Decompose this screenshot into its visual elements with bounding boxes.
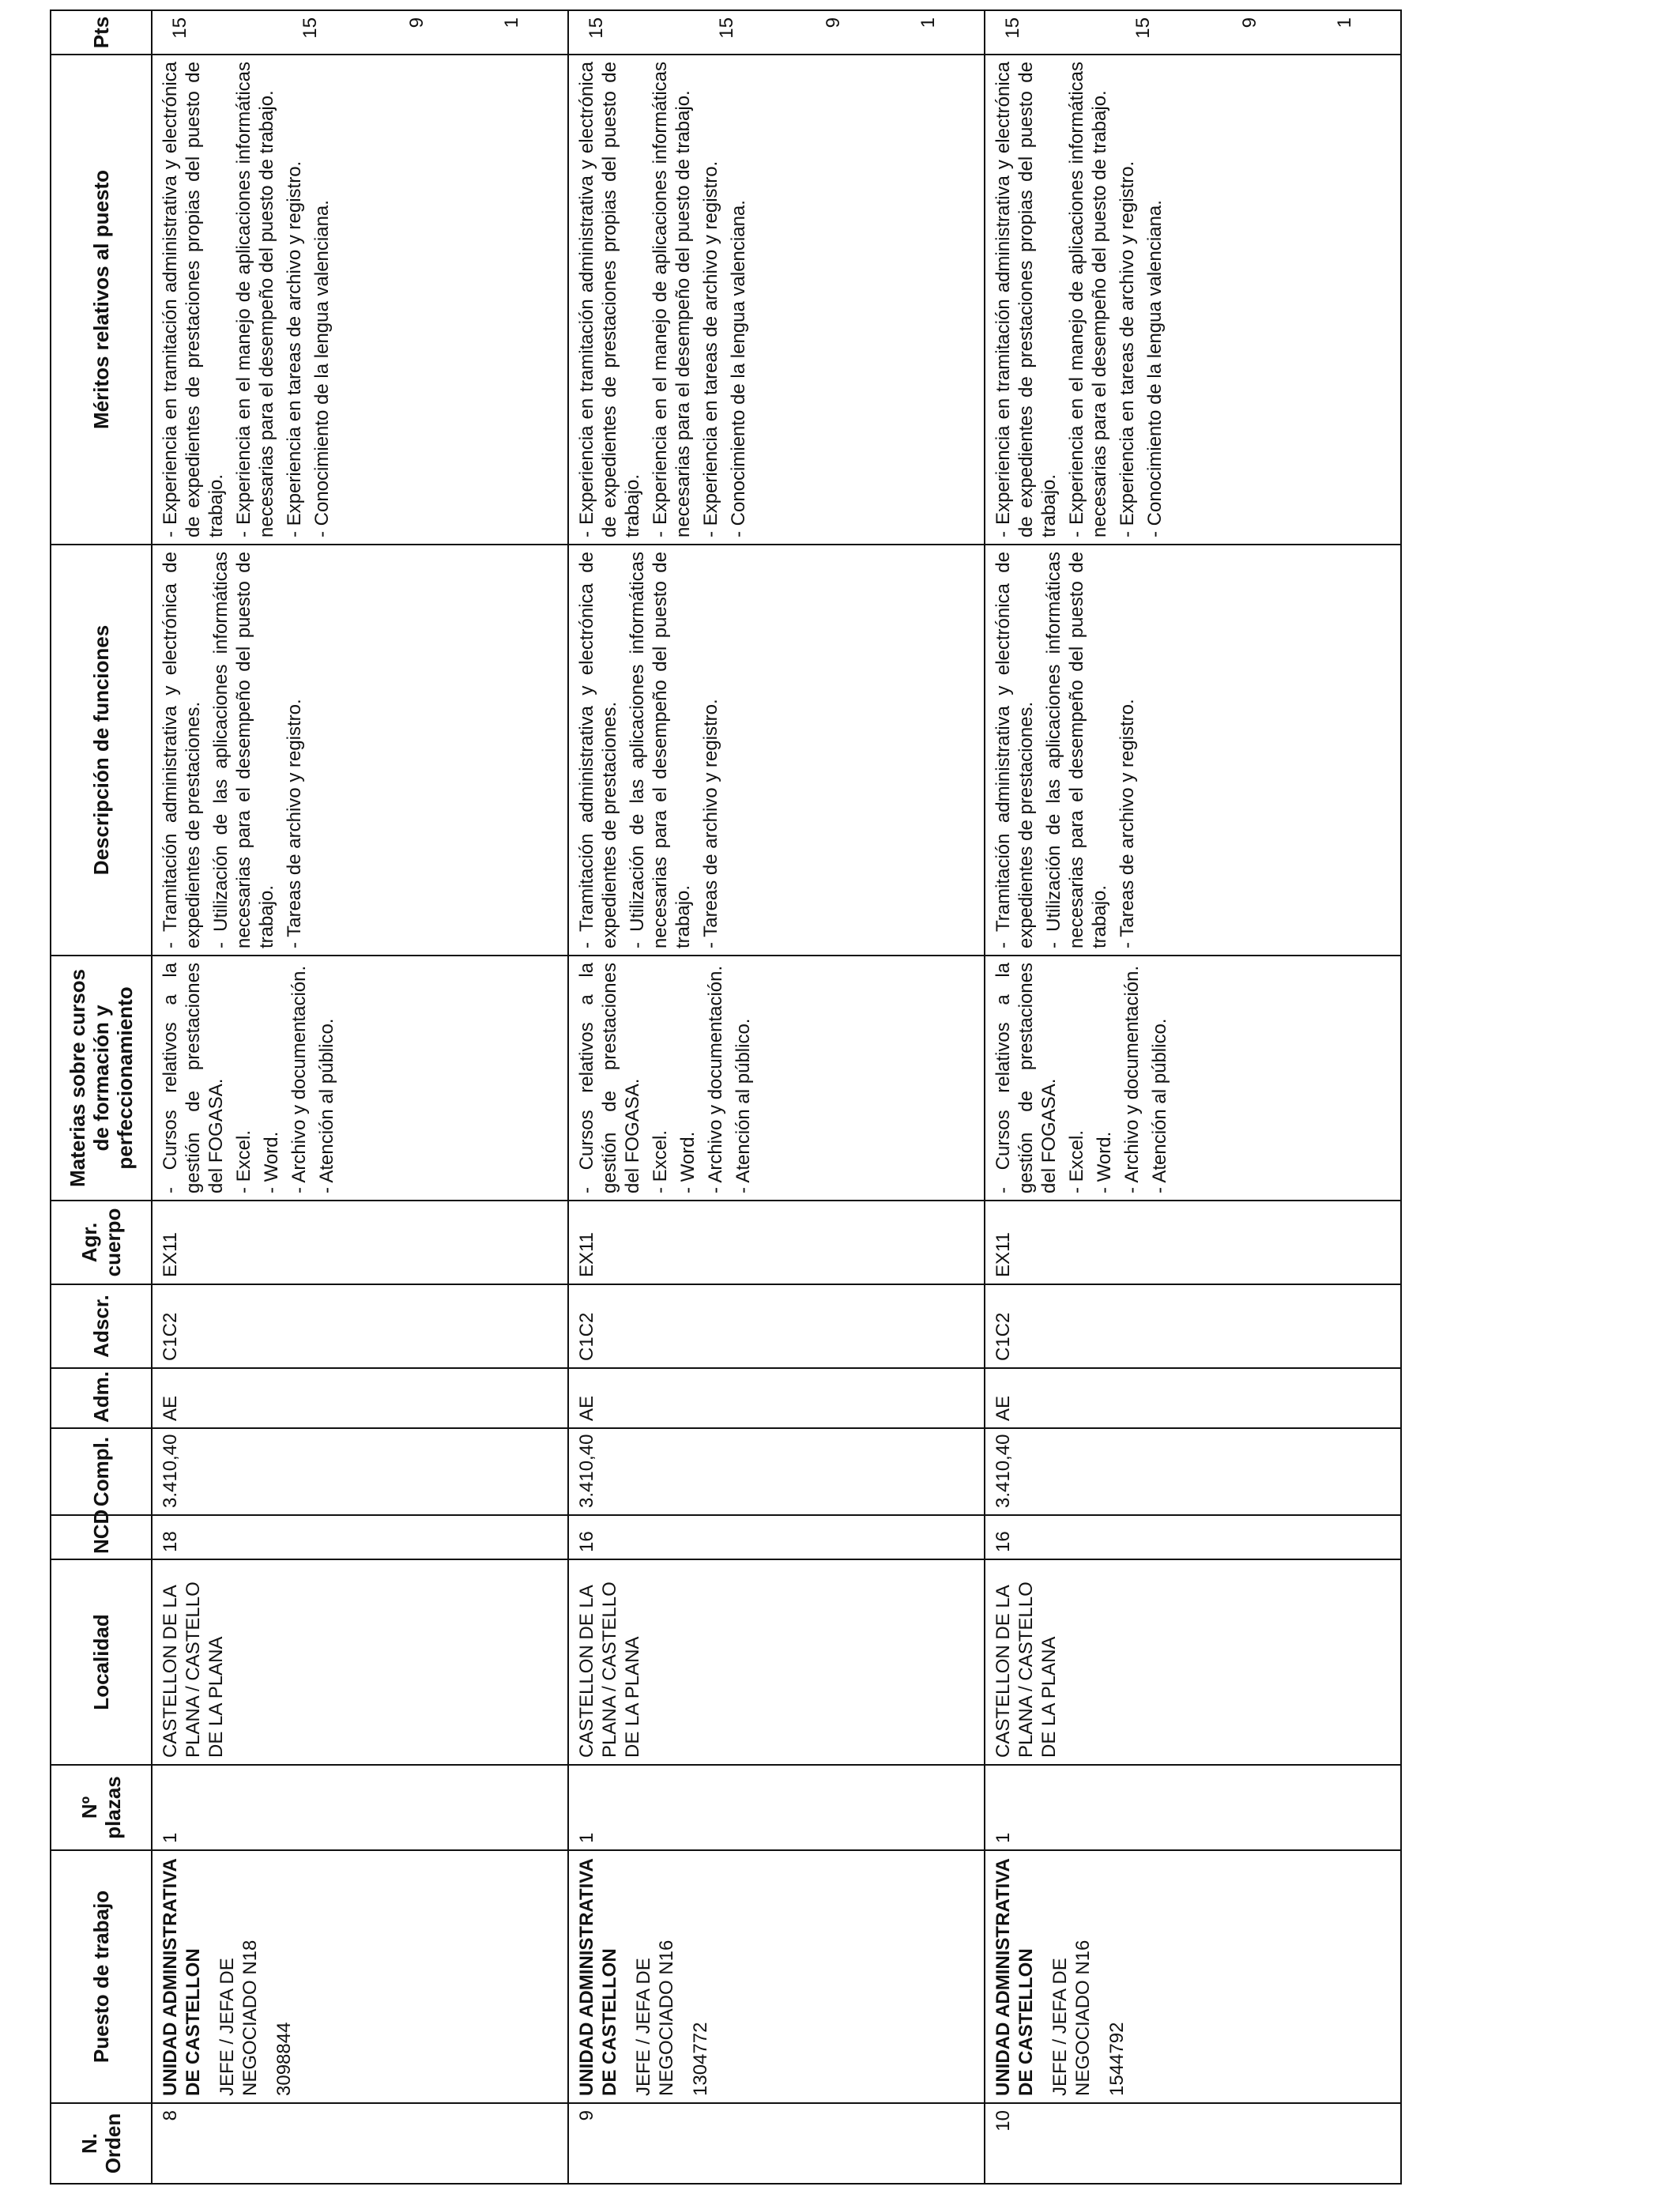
header-orden: N. Orden	[51, 2103, 152, 2184]
ncd-cell	[152, 1515, 568, 1559]
materias-item: - Archivo y documentación.	[288, 965, 310, 1193]
table-body	[152, 10, 1401, 2184]
pts-value: 1	[501, 17, 522, 28]
materias-item: - Word.	[1094, 1131, 1115, 1193]
materias-item: - Atención al público.	[1149, 1018, 1170, 1193]
pts-cell	[152, 10, 568, 55]
localidad-cell	[985, 1559, 1401, 1765]
ncd-value: 18	[160, 1531, 181, 1552]
funciones-item: - Tareas de archivo y registro.	[284, 699, 305, 948]
position-code: 1544792	[1106, 2022, 1128, 2096]
materias-item: - Excel.	[233, 1129, 254, 1193]
header-plazas: Nº plazas	[51, 1765, 152, 1850]
meritos-item: - Experiencia en tramitación administrativa y electrónica de expedientes de prestaciones propias del puesto de trabajo.	[160, 62, 227, 537]
plazas-cell	[568, 1765, 985, 1850]
role-title: JEFE / JEFA DE NEGOCIADO N16	[1049, 1940, 1094, 2096]
adscr-cell	[152, 1284, 568, 1368]
header-pts: Pts	[51, 10, 152, 55]
adm-cell	[985, 1368, 1401, 1428]
materias-item: - Atención al público.	[733, 1018, 754, 1193]
meritos-cell	[985, 55, 1401, 545]
materias-item: - Atención al público.	[316, 1018, 337, 1193]
pts-value: 15	[299, 17, 321, 39]
funciones-item: - Tramitación administrativa y electrónica de expedientes de prestaciones.	[160, 552, 204, 948]
header-compl: Compl.	[51, 1428, 152, 1515]
plazas-value: 1	[576, 1832, 597, 1843]
table-row	[568, 10, 985, 2184]
header-adscr: Adscr.	[51, 1284, 152, 1368]
materias-item: - Word.	[261, 1131, 282, 1193]
meritos-cell	[568, 55, 985, 545]
puesto-cell	[568, 1850, 985, 2103]
localidad-value: CASTELLON DE LA PLANA / CASTELLO DE LA PLANA	[160, 1581, 227, 1758]
funciones-item: - Utilización de las aplicaciones informáticas necesarias para el desempeño del puesto de trabajo.	[1043, 552, 1110, 948]
meritos-item: - Conocimiento de la lengua valenciana.	[1144, 200, 1166, 537]
ncd-cell	[985, 1515, 1401, 1559]
materias-item: - Archivo y documentación.	[705, 965, 726, 1193]
meritos-item: - Experiencia en el manejo de aplicaciones informáticas necesarias para el desempeño del puesto de trabajo.	[1066, 62, 1110, 537]
orden-number: 8	[160, 2110, 181, 2121]
adm-value: AE	[993, 1395, 1014, 1421]
funciones-item: - Utilización de las aplicaciones informáticas necesarias para el desempeño del puesto de trabajo.	[627, 552, 694, 948]
positions-table	[50, 9, 1402, 2185]
compl-cell	[152, 1428, 568, 1515]
unit-name: UNIDAD ADMINISTRATIVA DE CASTELLON	[993, 1859, 1037, 2096]
localidad-cell	[568, 1559, 985, 1765]
agr-cell	[985, 1201, 1401, 1284]
table-header-row	[51, 10, 152, 2184]
orden-number: 9	[576, 2110, 597, 2121]
funciones-cell	[568, 545, 985, 956]
materias-cell	[568, 956, 985, 1201]
compl-cell	[985, 1428, 1401, 1515]
header-materias: Materias sobre cursos de formación y perfeccionamiento	[51, 956, 152, 1201]
position-code: 1304772	[690, 2022, 711, 2096]
role-title: JEFE / JEFA DE NEGOCIADO N16	[633, 1940, 677, 2096]
header-agr: Agr. cuerpo	[51, 1201, 152, 1284]
compl-value: 3.410,40	[576, 1434, 597, 1508]
pts-value: 15	[1132, 17, 1154, 39]
position-code: 3098844	[273, 2022, 295, 2096]
header-adm: Adm.	[51, 1368, 152, 1428]
agr-value: EX11	[576, 1232, 597, 1277]
pts-value: 15	[1002, 17, 1023, 39]
plazas-value: 1	[993, 1832, 1014, 1843]
materias-cell	[152, 956, 568, 1201]
compl-value: 3.410,40	[993, 1434, 1014, 1508]
meritos-item: - Experiencia en tareas de archivo y registro.	[1117, 160, 1138, 537]
ncd-value: 16	[576, 1531, 597, 1552]
pts-value: 9	[823, 17, 844, 28]
agr-value: EX11	[160, 1232, 181, 1277]
adscr-value: C1C2	[576, 1312, 597, 1361]
pts-value: 15	[169, 17, 190, 39]
materias-item: - Cursos relativos a la gestión de prestaciones del FOGASA.	[993, 963, 1060, 1193]
pts-value: 9	[1239, 17, 1260, 28]
meritos-item: - Experiencia en tramitación administrativa y electrónica de expedientes de prestaciones propias del puesto de trabajo.	[993, 62, 1060, 537]
meritos-item: - Conocimiento de la lengua valenciana.	[311, 200, 333, 537]
meritos-item: - Experiencia en tareas de archivo y registro.	[284, 160, 305, 537]
localidad-value: CASTELLON DE LA PLANA / CASTELLO DE LA PLANA	[993, 1581, 1060, 1758]
unit-name: UNIDAD ADMINISTRATIVA DE CASTELLON	[160, 1859, 204, 2096]
adscr-value: C1C2	[993, 1312, 1014, 1361]
header-localidad: Localidad	[51, 1559, 152, 1765]
header-ncd: NCD	[51, 1515, 152, 1559]
adscr-cell	[568, 1284, 985, 1368]
meritos-cell	[152, 55, 568, 545]
adm-cell	[568, 1368, 985, 1428]
materias-item: - Cursos relativos a la gestión de prestaciones del FOGASA.	[160, 963, 227, 1193]
ncd-value: 16	[993, 1531, 1014, 1552]
meritos-item: - Conocimiento de la lengua valenciana.	[728, 200, 749, 537]
role-title: JEFE / JEFA DE NEGOCIADO N18	[217, 1940, 261, 2096]
adm-value: AE	[160, 1395, 181, 1421]
compl-value: 3.410,40	[160, 1434, 181, 1508]
agr-cell	[568, 1201, 985, 1284]
header-descripcion: Descripción de funciones	[51, 545, 152, 956]
meritos-item: - Experiencia en el manejo de aplicaciones informáticas necesarias para el desempeño del puesto de trabajo.	[650, 62, 694, 537]
ncd-cell	[568, 1515, 985, 1559]
pts-value: 15	[716, 17, 737, 39]
pts-value: 9	[406, 17, 428, 28]
materias-item: - Excel.	[650, 1129, 671, 1193]
plazas-value: 1	[160, 1832, 181, 1843]
materias-item: - Archivo y documentación.	[1121, 965, 1143, 1193]
rotated-page	[50, 11, 1402, 2185]
orden-cell	[152, 2103, 568, 2184]
adm-value: AE	[576, 1395, 597, 1421]
agr-value: EX11	[993, 1232, 1014, 1277]
materias-item: - Word.	[677, 1131, 699, 1193]
adscr-cell	[985, 1284, 1401, 1368]
pts-value: 1	[917, 17, 939, 28]
pts-cell	[568, 10, 985, 55]
puesto-cell	[985, 1850, 1401, 2103]
pts-value: 15	[586, 17, 607, 39]
unit-name: UNIDAD ADMINISTRATIVA DE CASTELLON	[576, 1859, 620, 2096]
plazas-cell	[152, 1765, 568, 1850]
pts-value: 1	[1334, 17, 1355, 28]
agr-cell	[152, 1201, 568, 1284]
funciones-cell	[152, 545, 568, 956]
meritos-item: - Experiencia en el manejo de aplicaciones informáticas necesarias para el desempeño del puesto de trabajo.	[233, 62, 277, 537]
adm-cell	[152, 1368, 568, 1428]
compl-cell	[568, 1428, 985, 1515]
meritos-item: - Experiencia en tareas de archivo y registro.	[700, 160, 721, 537]
puesto-cell	[152, 1850, 568, 2103]
funciones-item: - Tramitación administrativa y electrónica de expedientes de prestaciones.	[993, 552, 1037, 948]
table-row	[985, 10, 1401, 2184]
table-row	[152, 10, 568, 2184]
materias-cell	[985, 956, 1401, 1201]
pts-cell	[985, 10, 1401, 55]
adscr-value: C1C2	[160, 1312, 181, 1361]
meritos-item: - Experiencia en tramitación administrativa y electrónica de expedientes de prestaciones propias del puesto de trabajo.	[576, 62, 643, 537]
materias-item: - Excel.	[1066, 1129, 1087, 1193]
localidad-value: CASTELLON DE LA PLANA / CASTELLO DE LA PLANA	[576, 1581, 643, 1758]
header-meritos: Méritos relativos al puesto	[51, 55, 152, 545]
funciones-item: - Tramitación administrativa y electrónica de expedientes de prestaciones.	[576, 552, 620, 948]
funciones-item: - Tareas de archivo y registro.	[1117, 699, 1138, 948]
funciones-item: - Utilización de las aplicaciones informáticas necesarias para el desempeño del puesto de trabajo.	[210, 552, 277, 948]
funciones-item: - Tareas de archivo y registro.	[700, 699, 721, 948]
localidad-cell	[152, 1559, 568, 1765]
materias-item: - Cursos relativos a la gestión de prestaciones del FOGASA.	[576, 963, 643, 1193]
orden-cell	[568, 2103, 985, 2184]
orden-number: 10	[993, 2110, 1014, 2132]
funciones-cell	[985, 545, 1401, 956]
orden-cell	[985, 2103, 1401, 2184]
plazas-cell	[985, 1765, 1401, 1850]
header-puesto: Puesto de trabajo	[51, 1850, 152, 2103]
